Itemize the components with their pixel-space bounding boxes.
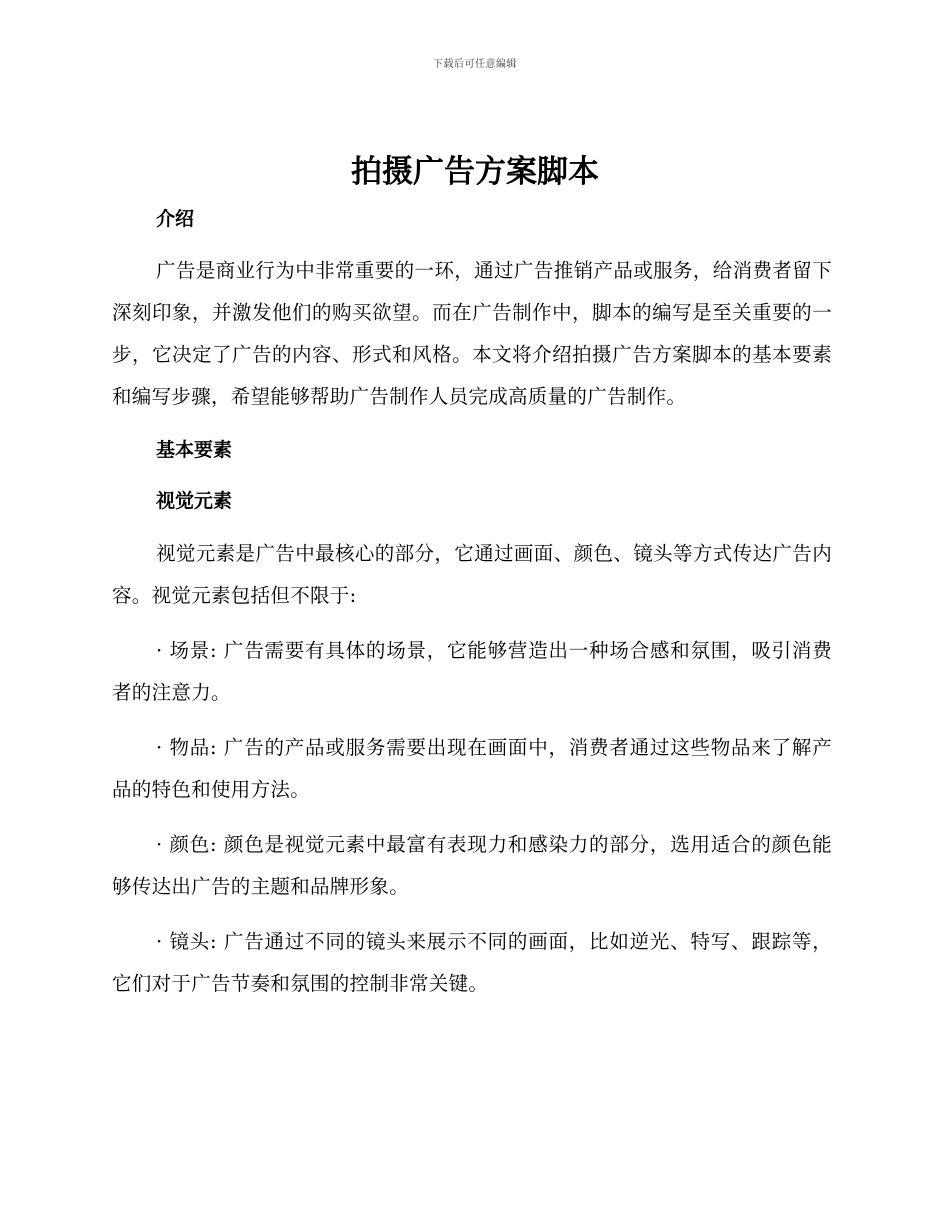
list-item-objects: · 物品: 广告的产品或服务需要出现在画面中，消费者通过这些物品来了解产品的特色和使用方法。 xyxy=(112,736,832,801)
section-heading-basic-elements: 基本要素 xyxy=(156,439,233,461)
list-item-colors: · 颜色: 颜色是视觉元素中最富有表现力和感染力的部分，选用适合的颜色能够传达出广告的主题和品牌形象。 xyxy=(112,833,832,898)
list-item-shots: · 镜头: 广告通过不同的镜头来展示不同的画面，比如逆光、特写、跟踪等，它们对于广告节奏和氛围的控制非常关键。 xyxy=(112,930,832,995)
section-heading-visual-elements: 视觉元素 xyxy=(156,490,233,512)
header-note: 下载后可任意编辑 xyxy=(433,59,517,70)
section-heading-intro: 介绍 xyxy=(156,208,195,230)
page-title: 拍摄广告方案脚本 xyxy=(351,154,599,190)
paragraph-visual-elements: 视觉元素是广告中最核心的部分，它通过画面、颜色、镜头等方式传达广告内容。视觉元素包括但不限于: xyxy=(112,542,832,607)
paragraph-intro: 广告是商业行为中非常重要的一环，通过广告推销产品或服务，给消费者留下深刻印象，并激发他们的购买欲望。而在广告制作中，脚本的编写是至关重要的一步，它决定了广告的内容、形式和风格。本文将介绍拍摄广告方案脚本的基本要素和编写步骤，希望能够帮助广告制作人员完成高质量的广告制作。 xyxy=(112,259,832,408)
document-body xyxy=(112,200,832,1005)
list-item-scene: · 场景: 广告需要有具体的场景，它能够营造出一种场合感和氛围，吸引消费者的注意力。 xyxy=(112,639,832,704)
